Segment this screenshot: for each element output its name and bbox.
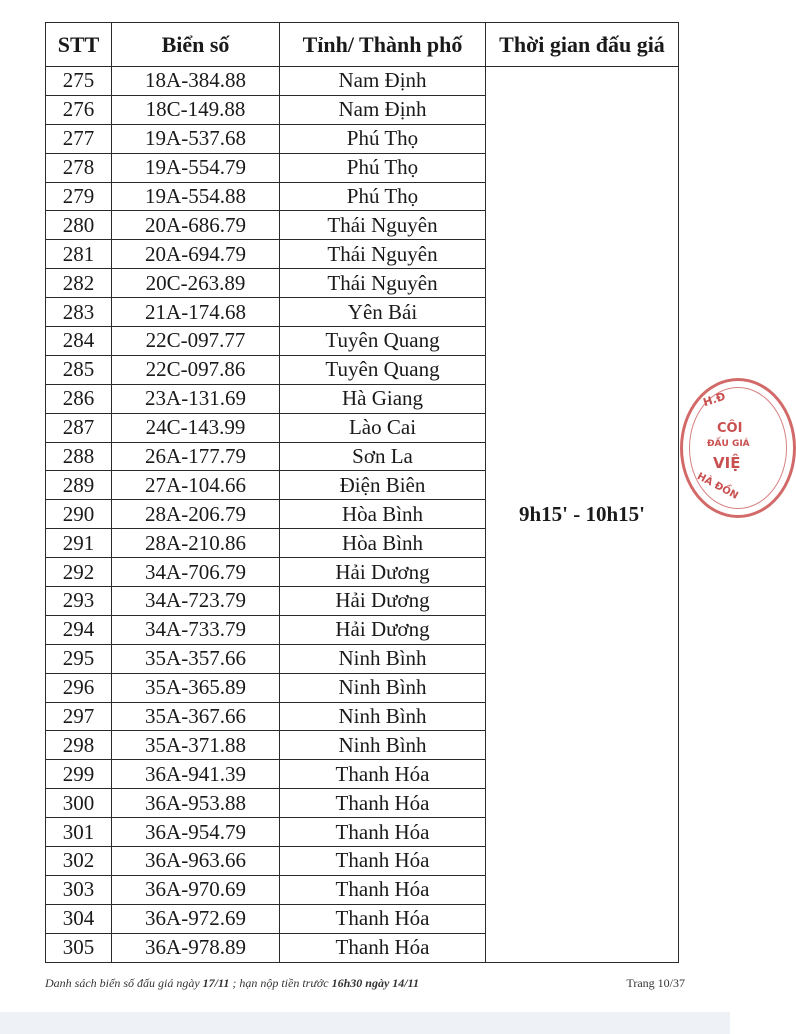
cell-province: Thanh Hóa	[280, 933, 486, 962]
table-header-row	[46, 23, 679, 67]
cell-province: Hòa Bình	[280, 529, 486, 558]
cell-stt: 295	[46, 644, 112, 673]
cell-plate: 26A-177.79	[112, 442, 280, 471]
header-plate: Biển số	[112, 23, 280, 67]
cell-plate: 36A-978.89	[112, 933, 280, 962]
cell-plate: 19A-537.68	[112, 124, 280, 153]
cell-stt: 284	[46, 327, 112, 356]
header-stt: STT	[46, 23, 112, 67]
stamp-line-2: CÔI	[717, 421, 743, 436]
cell-plate: 36A-941.39	[112, 760, 280, 789]
page-bottom-band	[0, 1012, 730, 1034]
stamp-line-5: HÀ ĐỒN	[695, 471, 740, 502]
cell-stt: 292	[46, 558, 112, 587]
cell-province: Tuyên Quang	[280, 327, 486, 356]
cell-province: Thái Nguyên	[280, 240, 486, 269]
cell-stt: 285	[46, 355, 112, 384]
cell-plate: 22C-097.86	[112, 355, 280, 384]
cell-province: Điện Biên	[280, 471, 486, 500]
cell-province: Ninh Bình	[280, 644, 486, 673]
cell-plate: 36A-970.69	[112, 875, 280, 904]
cell-province: Thanh Hóa	[280, 875, 486, 904]
cell-stt: 277	[46, 124, 112, 153]
footer-text-mid: ; hạn nộp tiền trước	[229, 976, 332, 990]
cell-province: Thanh Hóa	[280, 760, 486, 789]
page-number: Trang 10/37	[626, 976, 685, 990]
cell-stt: 279	[46, 182, 112, 211]
cell-province: Ninh Bình	[280, 702, 486, 731]
cell-plate: 35A-367.66	[112, 702, 280, 731]
stamp-line-4: VIỆ	[713, 454, 741, 472]
cell-plate: 28A-206.79	[112, 500, 280, 529]
cell-province: Hải Dương	[280, 587, 486, 616]
cell-plate: 36A-953.88	[112, 789, 280, 818]
cell-plate: 34A-706.79	[112, 558, 280, 587]
cell-stt: 291	[46, 529, 112, 558]
cell-province: Thanh Hóa	[280, 818, 486, 847]
cell-province: Nam Định	[280, 67, 486, 96]
cell-stt: 305	[46, 933, 112, 962]
cell-stt: 294	[46, 615, 112, 644]
red-seal-stamp	[680, 378, 796, 518]
header-time: Thời gian đấu giá	[486, 23, 679, 67]
cell-stt: 283	[46, 298, 112, 327]
cell-stt: 303	[46, 875, 112, 904]
cell-province: Phú Thọ	[280, 124, 486, 153]
cell-plate: 34A-723.79	[112, 587, 280, 616]
cell-stt: 302	[46, 847, 112, 876]
page-footer	[45, 976, 685, 994]
cell-province: Phú Thọ	[280, 153, 486, 182]
footer-date: 17/11	[202, 976, 230, 990]
cell-province: Thái Nguyên	[280, 269, 486, 298]
cell-province: Sơn La	[280, 442, 486, 471]
cell-plate: 18C-149.88	[112, 95, 280, 124]
cell-province: Phú Thọ	[280, 182, 486, 211]
plates-table	[45, 22, 679, 963]
cell-plate: 36A-954.79	[112, 818, 280, 847]
cell-plate: 36A-972.69	[112, 904, 280, 933]
cell-plate: 24C-143.99	[112, 413, 280, 442]
cell-stt: 293	[46, 587, 112, 616]
cell-plate: 22C-097.77	[112, 327, 280, 356]
cell-stt: 280	[46, 211, 112, 240]
footer-deadline: 16h30 ngày 14/11	[331, 976, 419, 990]
cell-stt: 296	[46, 673, 112, 702]
cell-plate: 36A-963.66	[112, 847, 280, 876]
cell-plate: 21A-174.68	[112, 298, 280, 327]
cell-stt: 287	[46, 413, 112, 442]
stamp-line-3: ĐẤU GIÁ	[707, 439, 750, 449]
cell-province: Hải Dương	[280, 558, 486, 587]
cell-stt: 298	[46, 731, 112, 760]
cell-plate: 35A-365.89	[112, 673, 280, 702]
cell-stt: 301	[46, 818, 112, 847]
cell-province: Ninh Bình	[280, 731, 486, 760]
cell-province: Thái Nguyên	[280, 211, 486, 240]
cell-stt: 275	[46, 67, 112, 96]
cell-stt: 299	[46, 760, 112, 789]
cell-plate: 19A-554.88	[112, 182, 280, 211]
cell-province: Yên Bái	[280, 298, 486, 327]
cell-province: Ninh Bình	[280, 673, 486, 702]
cell-stt: 297	[46, 702, 112, 731]
cell-plate: 35A-357.66	[112, 644, 280, 673]
cell-plate: 20C-263.89	[112, 269, 280, 298]
cell-stt: 281	[46, 240, 112, 269]
cell-plate: 18A-384.88	[112, 67, 280, 96]
cell-time-slot: 9h15' - 10h15'	[486, 67, 679, 963]
cell-stt: 288	[46, 442, 112, 471]
cell-stt: 289	[46, 471, 112, 500]
cell-province: Hòa Bình	[280, 500, 486, 529]
cell-stt: 304	[46, 904, 112, 933]
cell-plate: 20A-686.79	[112, 211, 280, 240]
cell-province: Thanh Hóa	[280, 847, 486, 876]
cell-plate: 35A-371.88	[112, 731, 280, 760]
table-row	[46, 67, 679, 96]
cell-stt: 286	[46, 384, 112, 413]
cell-plate: 27A-104.66	[112, 471, 280, 500]
cell-province: Hải Dương	[280, 615, 486, 644]
cell-stt: 278	[46, 153, 112, 182]
cell-province: Nam Định	[280, 95, 486, 124]
cell-plate: 28A-210.86	[112, 529, 280, 558]
cell-province: Lào Cai	[280, 413, 486, 442]
cell-province: Thanh Hóa	[280, 904, 486, 933]
cell-plate: 19A-554.79	[112, 153, 280, 182]
cell-stt: 276	[46, 95, 112, 124]
cell-province: Hà Giang	[280, 384, 486, 413]
cell-stt: 290	[46, 500, 112, 529]
cell-plate: 34A-733.79	[112, 615, 280, 644]
cell-stt: 300	[46, 789, 112, 818]
footer-text-before: Danh sách biển số đấu giá ngày	[45, 976, 203, 990]
cell-province: Thanh Hóa	[280, 789, 486, 818]
header-province: Tỉnh/ Thành phố	[280, 23, 486, 67]
cell-plate: 20A-694.79	[112, 240, 280, 269]
cell-plate: 23A-131.69	[112, 384, 280, 413]
cell-stt: 282	[46, 269, 112, 298]
stamp-line-1: H.Đ	[701, 389, 728, 410]
table-body	[46, 67, 679, 963]
cell-province: Tuyên Quang	[280, 355, 486, 384]
